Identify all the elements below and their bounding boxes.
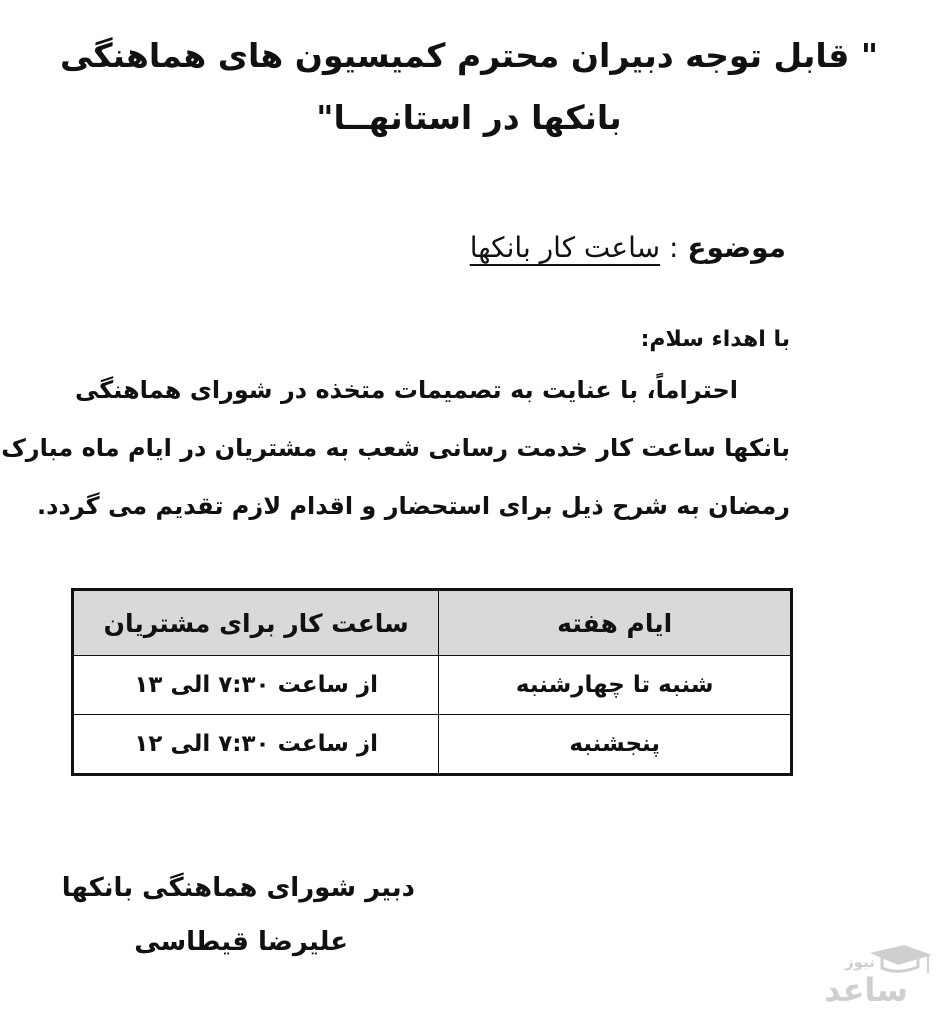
subject-separator: : <box>660 231 688 264</box>
table-header-row <box>73 590 792 656</box>
body-line-1 <box>75 370 790 410</box>
graduation-cap-icon <box>870 945 932 973</box>
cell-days: پنجشنبه <box>439 715 792 775</box>
table-row <box>73 656 792 715</box>
subject-line <box>470 228 786 268</box>
greeting: با اهداء سلام: <box>640 327 790 352</box>
subject-label: موضوع <box>687 231 786 264</box>
subject-value: ساعت کار بانکها <box>469 231 661 264</box>
signer-name: علیرضا قیطاسی <box>134 927 348 957</box>
header-weekdays: ایام هفته <box>439 590 792 656</box>
cell-days: شنبه تا چهارشنبه <box>439 656 792 715</box>
body-line-1-text: احتراماً، با عنایت به تصمیمات متخذه در شورای هماهنگی <box>75 376 738 404</box>
body-line-2: بانکها ساعت کار خدمت رسانی شعب به مشتریان در ایام ماه مبارک <box>1 434 790 462</box>
document-title-line-2: بانکها در استانهــا" <box>316 98 622 137</box>
watermark-line-2: ساعد <box>824 971 908 1007</box>
site-logo-watermark <box>800 943 932 1007</box>
cell-hours: از ساعت ۷:۳۰ الی ۱۳ <box>73 656 439 715</box>
bank-hours-table <box>71 588 793 776</box>
table-row <box>73 715 792 775</box>
signer-position: دبیر شورای هماهنگی بانکها <box>61 873 415 903</box>
cell-hours: از ساعت ۷:۳۰ الی ۱۲ <box>73 715 439 775</box>
header-working-hours: ساعت کار برای مشتریان <box>73 590 439 656</box>
document-title-line-1: " قابل توجه دبیران محترم کمیسیون های هماهنگی <box>59 36 879 75</box>
watermark-line-1: نیوز <box>845 953 875 971</box>
body-line-3: رمضان به شرح ذیل برای استحضار و اقدام لازم تقدیم می گردد. <box>36 492 790 520</box>
